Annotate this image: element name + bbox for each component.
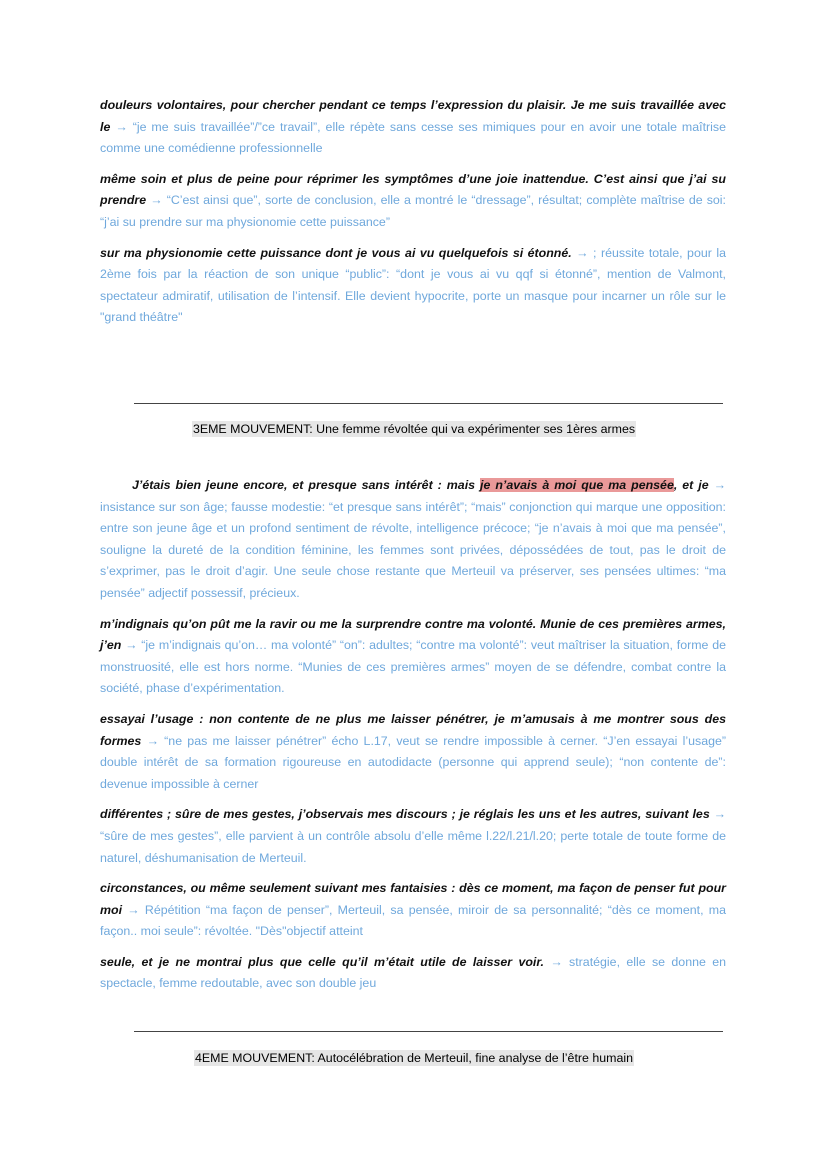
section-heading-text: 3EME MOUVEMENT: Une femme révoltée qui va expérimenter ses 1ères armes xyxy=(192,422,636,436)
commentary-paragraph xyxy=(100,243,726,329)
commentary-text: → “je m’indignais qu’on… ma volonté” “on”: adultes; “contre ma volonté”: veut maîtriser la situation, forme de monstruosité, elle est hors norme. “Munies de ces premières armes” moyen de se défendre, combat contre la société, phase d’expérimentation. xyxy=(100,638,726,696)
commentary-paragraph xyxy=(100,169,726,234)
quote-text: , et je xyxy=(673,478,709,492)
quote-text: m’indignais qu’on pût me la ravir ou me la surprendre contre ma volonté. Munie de ces premières armes, j’en xyxy=(100,616,726,653)
commentary-text: → ; réussite totale, pour la 2ème fois par la réaction de son unique “public”: “dont je vous ai vu qqf si étonné”, mention de Valmont, spectateur admiratif, utilisation de l’intensif. Elle devient hypocrite, porte un masque pour incarner un rôle sur le "grand théâtre" xyxy=(100,245,726,325)
quote-text: seule, et je ne montrai plus que celle qu’il m’était utile de laisser voir. xyxy=(100,954,544,969)
commentary-text: → “je me suis travaillée”/”ce travail”, elle répète sans cesse ses mimiques pour en avoir une totale maîtrise comme une comédienne professionnelle xyxy=(100,119,726,156)
commentary-text: → insistance sur son âge; fausse modestie: “et presque sans intérêt”; “mais” conjonction qui marque une opposition: entre son jeune âge et un profond sentiment de révolte, intelligence précoce; “je n’avais à moi que ma pensée”, souligne la dureté de la condition féminine, les femmes sont privées, dépossédées de tout, pas le droit de s’exprimer, pas le droit d’agir. Une seule chose restante que Merteuil va préserver, ses pensées ultimes: “ma pensée” adjectif possessif, précieux. xyxy=(100,478,726,600)
commentary-paragraph xyxy=(100,878,726,943)
section-divider xyxy=(134,1031,723,1032)
commentary-paragraph xyxy=(100,95,726,160)
quote-text: même soin et plus de peine pour réprimer les symptômes d’une joie inattendue. C’est ainsi que j’ai su prendre xyxy=(100,171,726,208)
commentary-text: → Répétition “ma façon de penser”, Merteuil, sa pensée, miroir de sa personnalité; “dès ce moment, ma façon.. moi seule”: révoltée. "Dès"objectif atteint xyxy=(100,902,726,939)
quote-text: différentes ; sûre de mes gestes, j’observais mes discours ; je réglais les uns et les autres, suivant les xyxy=(100,807,710,822)
commentary-text: → stratégie, elle se donne en spectacle, femme redoutable, avec son double jeu xyxy=(100,954,726,991)
highlighted-quote: je n’avais à moi que ma pensée xyxy=(480,478,674,492)
quote-text: essayai l’usage : non contente de ne plus me laisser pénétrer, je m’amusais à me montrer sous des formes xyxy=(100,711,726,748)
commentary-paragraph xyxy=(100,614,726,700)
section-heading xyxy=(0,421,828,437)
quote-text: sur ma physionomie cette puissance dont je vous ai vu quelquefois si étonné. xyxy=(100,245,572,260)
top-section xyxy=(100,95,726,338)
commentary-paragraph xyxy=(100,475,726,605)
section-heading-text: 4EME MOUVEMENT: Autocélébration de Merteuil, fine analyse de l’être humain xyxy=(194,1051,633,1065)
commentary-text: → “sûre de mes gestes”, elle parvient à un contrôle absolu d’elle même l.22/l.21/l.20; perte totale de toute forme de naturel, déshumanisation de Merteuil. xyxy=(100,807,726,865)
commentary-paragraph xyxy=(100,804,726,869)
quote-text: circonstances, ou même seulement suivant mes fantaisies : dès ce moment, ma façon de penser fut pour moi xyxy=(100,881,726,917)
commentary-text: → “ne pas me laisser pénétrer” écho L.17, veut se rendre impossible à cerner. “J’en essayai l’usage” double intérêt de sa formation rigoureuse en autodidacte (personne qui apprend seule); “non contente de”: devenue impossible à cerner xyxy=(100,733,726,791)
quote-text: J’étais bien jeune encore, et presque sans intérêt : mais xyxy=(132,478,481,492)
section3-body xyxy=(100,475,726,1004)
section-divider xyxy=(134,403,723,404)
commentary-paragraph xyxy=(100,709,726,795)
commentary-paragraph xyxy=(100,952,726,995)
commentary-text: → “C’est ainsi que”, sorte de conclusion, elle a montré le “dressage”, résultat; complète maîtrise de soi: “j’ai su prendre sur ma physionomie cette puissance” xyxy=(100,193,726,229)
section-heading xyxy=(0,1050,828,1066)
quote-text: douleurs volontaires, pour chercher pendant ce temps l’expression du plaisir. Je me suis travaillée avec le xyxy=(100,98,726,134)
